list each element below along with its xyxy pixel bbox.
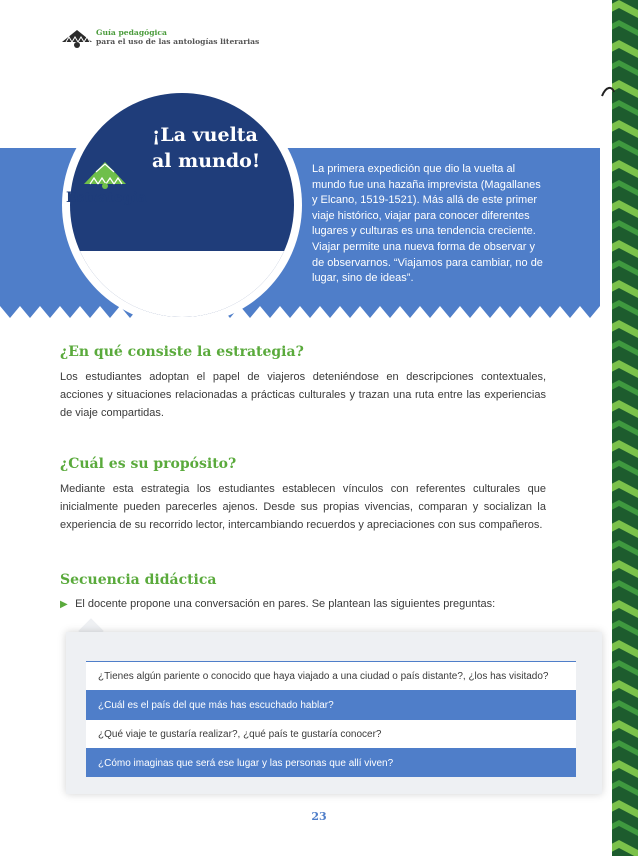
strategy-title-line-1: ¡La vuelta [152, 124, 258, 146]
strategy-title-line-2: al mundo! [152, 150, 261, 172]
sequence-bullet [60, 598, 560, 610]
section-text-what: Los estudiantes adoptan el papel de viajeros deteniéndose en descripciones contextuales, acciones y situaciones relacionadas a prácticas culturales y trazan una ruta entre las experiencias de viaje compartidas. [60, 371, 546, 419]
strategy-intro: La primera expedición que dio la vuelta al mundo fue una hazaña imprevista (Magallanes y Elcano, 1519-1521). Más allá de este primer viaje histórico, viajar para conocer diferentes lugares y culturas es una tendencia creciente. Viajar permite una nueva forma de observar y de observarnos. “Viajamos para cambiar, no de lugar, sino de ideas”. [312, 163, 543, 285]
section-heading-sequence: Secuencia didáctica [60, 572, 217, 588]
header-text [96, 28, 259, 46]
question-row: ¿Cómo imaginas que será ese lugar y las personas que allí viven? [86, 748, 576, 777]
pyramid-icon [80, 156, 130, 190]
strategy-title [152, 122, 302, 174]
question-row: ¿Cuál es el país del que más has escuchado hablar? [86, 690, 576, 719]
question-row: ¿Tienes algún pariente o conocido que haya viajado a una ciudad o país distante?, ¿los has visitado? [86, 661, 576, 690]
question-row: ¿Qué viaje te gustaría realizar?, ¿qué país te gustaría conocer? [86, 719, 576, 748]
questions-list [86, 661, 576, 777]
header-logo-icon [60, 28, 94, 50]
sequence-bullet-text: El docente propone una conversación en pares. Se plantean las siguientes preguntas: [75, 598, 496, 610]
strategy-badge: Estrategia [66, 190, 148, 206]
header-subtitle: para el uso de las antologías literarias [96, 37, 260, 46]
page-number: 23 [311, 810, 327, 823]
section-heading-purpose: ¿Cuál es su propósito? [60, 456, 237, 472]
header-title: Guía pedagógica [96, 28, 167, 37]
section-text-purpose: Mediante esta estrategia los estudiantes establecen vínculos con referentes culturales que inicialmente pueden parecerles ajenos. Desde sus propias vivencias, comparan y socializan la experiencia de su recorrido lector, intercambiando recuerdos y apreciaciones con sus compañeros. [60, 483, 546, 531]
bullet-arrow-icon: ▶ [60, 599, 68, 610]
section-heading-what: ¿En qué consiste la estrategia? [60, 344, 304, 360]
decorative-side-border [600, 0, 638, 856]
